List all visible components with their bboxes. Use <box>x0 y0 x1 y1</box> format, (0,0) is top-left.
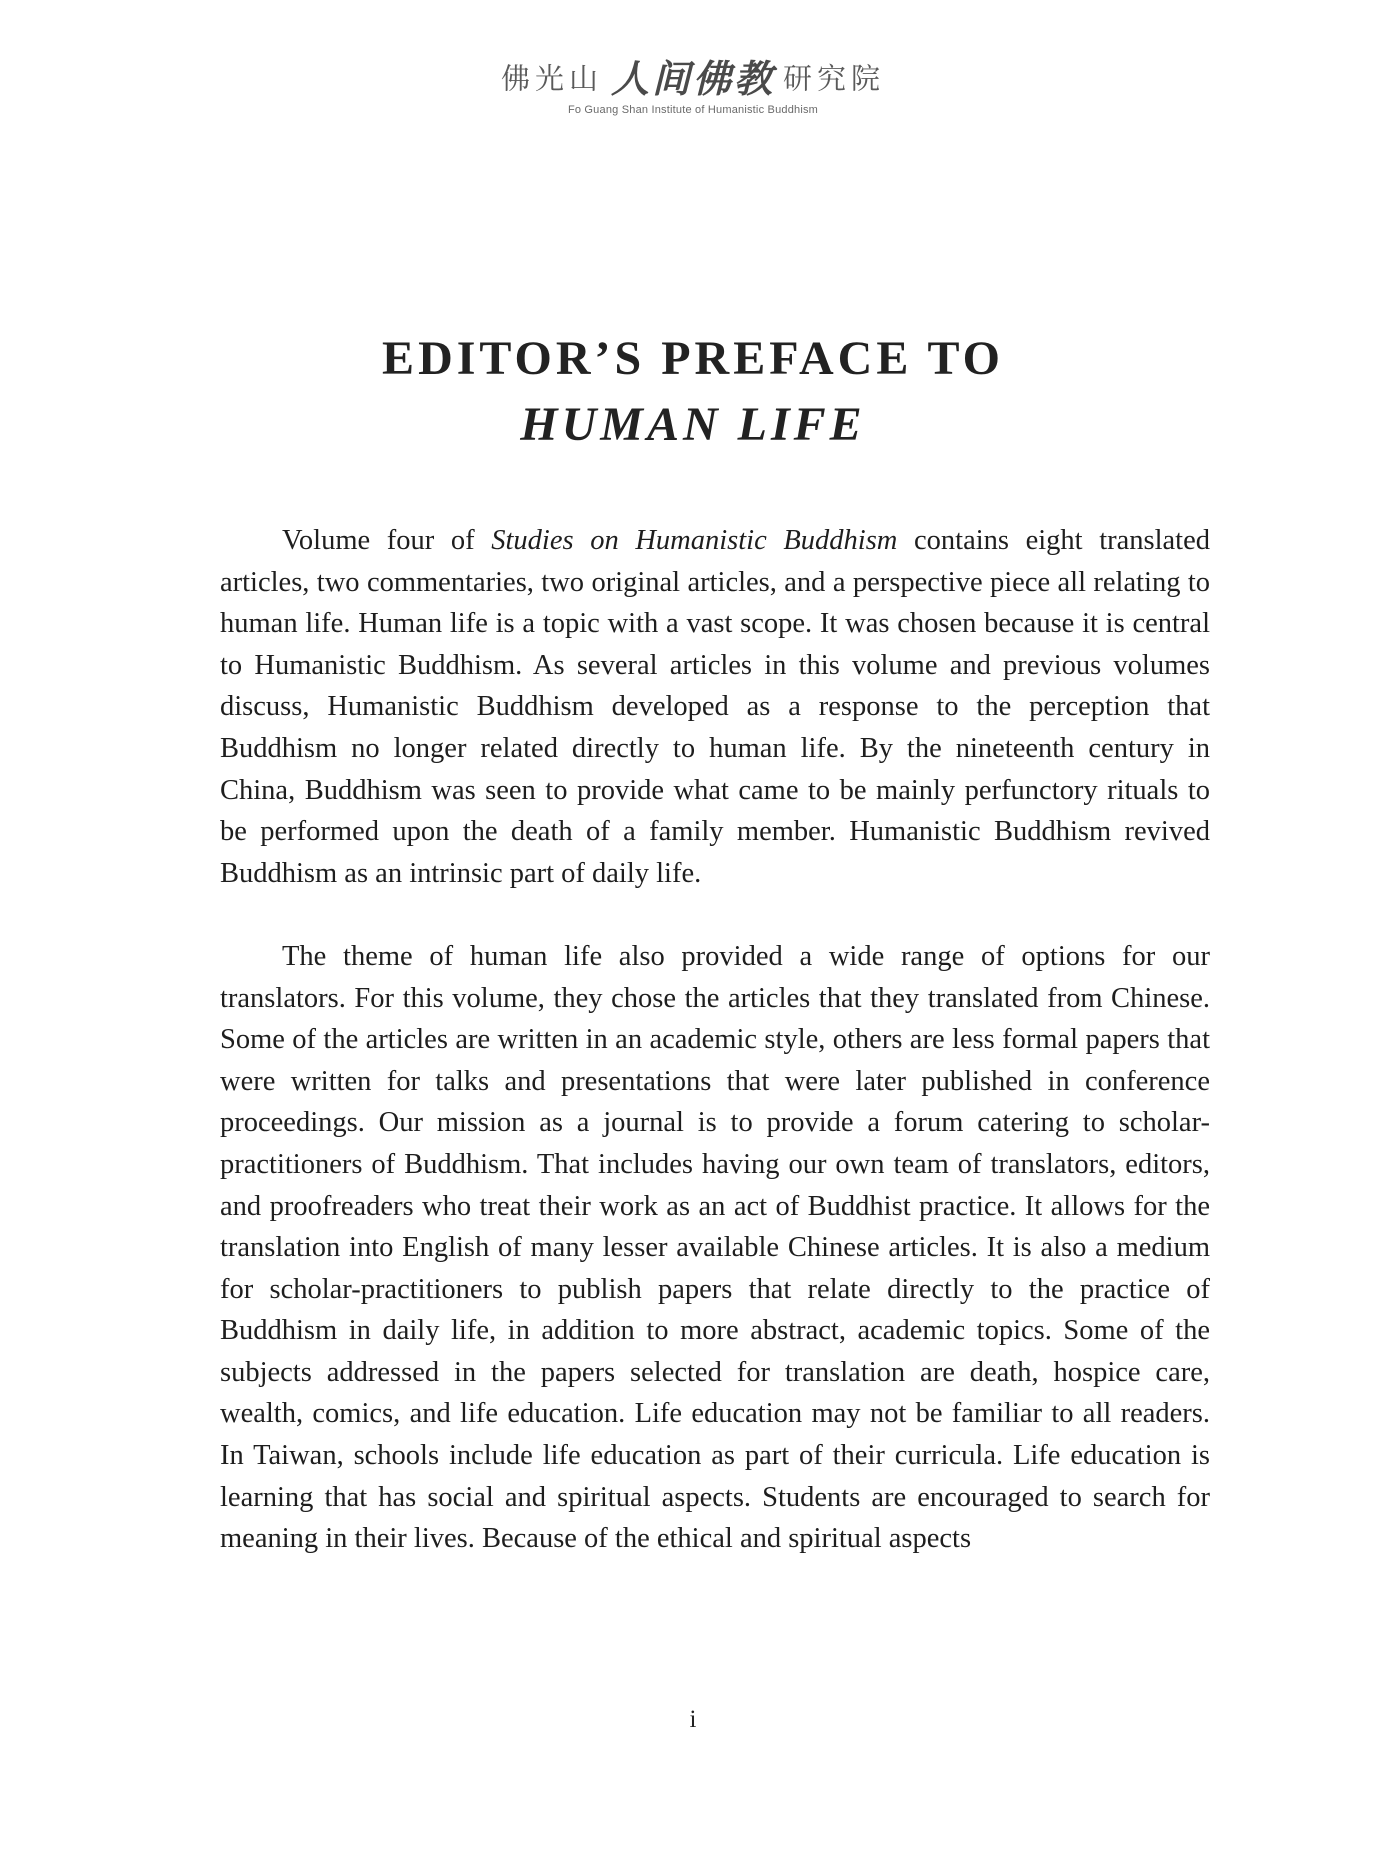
logo-english-subtitle: Fo Guang Shan Institute of Humanistic Buddhism <box>567 104 819 116</box>
title-line-1: EDITOR’S PREFACE TO <box>382 332 1004 385</box>
paragraph-1-lead: Volume four of <box>282 525 492 556</box>
logo-suffix: 研究院 <box>783 61 886 96</box>
page-title <box>0 330 1386 454</box>
logo-brush-calligraphy: 人间佛教 <box>610 56 775 101</box>
paragraph-2: The theme of human life also provided a wide range of options for our translators. For this volume, they chose the articles that they translated from Chinese. Some of the articles are written in an academic style, others are less formal papers that were written for talks and presentations that were later published in conference proceedings. Our mission as a journal is to provide a forum catering to scholar-practitioners of Buddhism. That includes having our own team of translators, editors, and proofreaders who treat their work as an act of Buddhist practice. It allows for the translation into English of many lesser available Chinese articles. It is also a medium for scholar-practitioners to publish papers that relate directly to the practice of Buddhism in daily life, in addition to more abstract, academic topics. Some of the subjects addressed in the papers selected for translation are death, hospice care, wealth, comics, and life education. Life education may not be familiar to all readers. In Taiwan, schools include life education as part of their curricula. Life education is learning that has social and spiritual aspects. Students are encouraged to search for meaning in their lives. Because of the ethical and spiritual aspects <box>220 940 1210 1555</box>
logo-chinese-name <box>500 56 886 101</box>
paragraph-1-rest: contains eight translated articles, two commentaries, two original articles, and a perspective piece all relating to human life. Human life is a topic with a vast scope. It was chosen because it is central to Humanistic Buddhism. As several articles in this volume and previous volumes discuss, Humanistic Buddhism developed as a response to the perception that Buddhism no longer related directly to human life. By the nineteenth century in China, Buddhism was seen to provide what came to be mainly perfunctory rituals to be performed upon the death of a family member. Humanistic Buddhism revived Buddhism as an intrinsic part of daily life. <box>220 525 1210 889</box>
logo-prefix: 佛光山 <box>500 61 603 96</box>
body-text <box>220 520 1210 1560</box>
title-line-2: HUMAN LIFE <box>520 398 866 451</box>
journal-title-italic: Studies on Humanistic Buddhism <box>491 525 898 556</box>
paragraph-1 <box>220 520 1210 894</box>
institute-logo <box>0 56 1386 116</box>
page-number: i <box>689 1706 697 1733</box>
